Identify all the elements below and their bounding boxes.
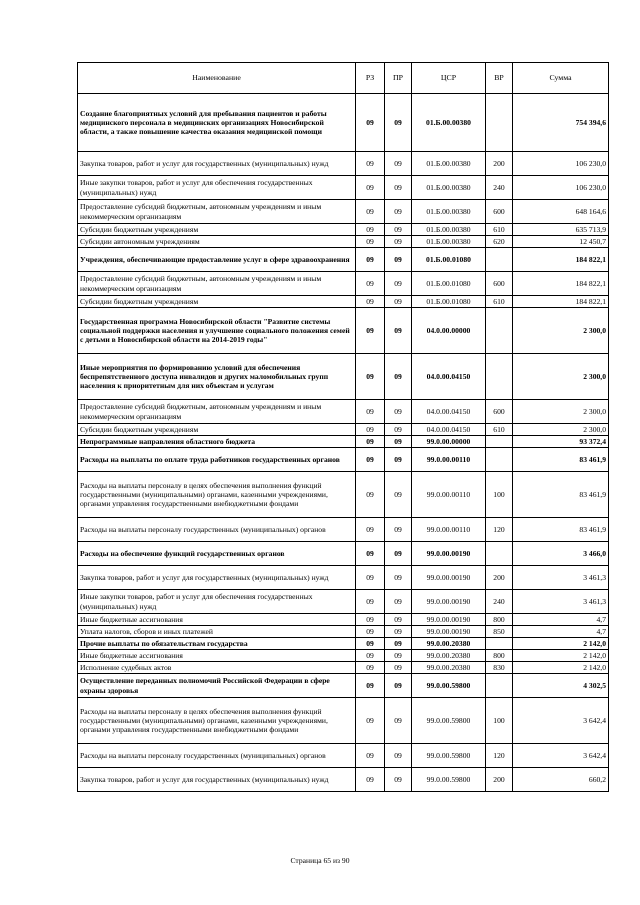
cell-sum: 93 372,4 — [513, 436, 609, 448]
table-row — [78, 200, 609, 224]
cell-sum: 184 822,1 — [513, 248, 609, 272]
cell-sum: 648 164,6 — [513, 200, 609, 224]
table-row — [78, 424, 609, 436]
cell-sum: 4,7 — [513, 626, 609, 638]
cell-csr: 04.0.00.00000 — [412, 308, 486, 354]
table-row — [78, 248, 609, 272]
cell-vr: 610 — [486, 424, 513, 436]
table-header-row — [78, 63, 609, 94]
budget-table — [77, 62, 609, 792]
cell-csr: 01.Б.00.00380 — [412, 200, 486, 224]
cell-csr: 04.0.00.04150 — [412, 400, 486, 424]
cell-name: Государственная программа Новосибирской области "Развитие системы социальной поддержки населения и улучшение социального положения семей с детьми в Новосибирской области на 2014-2019 годы" — [78, 308, 356, 354]
cell-vr: 200 — [486, 768, 513, 792]
cell-vr: 600 — [486, 400, 513, 424]
cell-vr: 100 — [486, 698, 513, 744]
cell-name: Закупка товаров, работ и услуг для государственных (муниципальных) нужд — [78, 152, 356, 176]
cell-csr: 99.0.00.59800 — [412, 744, 486, 768]
cell-pr: 09 — [385, 638, 412, 650]
header-sum: Сумма — [513, 63, 609, 94]
cell-rz: 09 — [356, 152, 385, 176]
page-number: Страница 65 из 90 — [290, 856, 350, 865]
table-row — [78, 152, 609, 176]
cell-pr: 09 — [385, 650, 412, 662]
cell-pr: 09 — [385, 152, 412, 176]
table-row — [78, 176, 609, 200]
cell-csr: 99.0.00.00190 — [412, 626, 486, 638]
table-row — [78, 308, 609, 354]
cell-sum: 2 142,0 — [513, 638, 609, 650]
header-name: Наименование — [78, 63, 356, 94]
cell-name: Прочие выплаты по обязательствам государства — [78, 638, 356, 650]
cell-rz: 09 — [356, 638, 385, 650]
cell-pr: 09 — [385, 542, 412, 566]
cell-sum: 184 822,1 — [513, 272, 609, 296]
cell-sum: 106 230,0 — [513, 152, 609, 176]
cell-pr: 09 — [385, 236, 412, 248]
cell-csr: 99.0.00.00190 — [412, 614, 486, 626]
cell-csr: 99.0.00.59800 — [412, 698, 486, 744]
cell-rz: 09 — [356, 650, 385, 662]
cell-sum: 3 642,4 — [513, 744, 609, 768]
cell-rz: 09 — [356, 542, 385, 566]
cell-vr: 800 — [486, 650, 513, 662]
cell-name: Расходы на выплаты персоналу государственных (муниципальных) органов — [78, 518, 356, 542]
cell-csr: 01.Б.00.00380 — [412, 236, 486, 248]
cell-sum: 184 822,1 — [513, 296, 609, 308]
table-row — [78, 566, 609, 590]
cell-rz: 09 — [356, 248, 385, 272]
cell-rz: 09 — [356, 400, 385, 424]
table-row — [78, 436, 609, 448]
table-row — [78, 224, 609, 236]
cell-sum: 3 461,3 — [513, 590, 609, 614]
table-row — [78, 768, 609, 792]
cell-name: Иные закупки товаров, работ и услуг для обеспечения государственных (муниципальных) нужд — [78, 176, 356, 200]
cell-vr — [486, 638, 513, 650]
table-row — [78, 674, 609, 698]
cell-name: Расходы на выплаты по оплате труда работников государственных органов — [78, 448, 356, 472]
cell-pr: 09 — [385, 768, 412, 792]
table-row — [78, 518, 609, 542]
table-row — [78, 354, 609, 400]
cell-pr: 09 — [385, 662, 412, 674]
header-pr: ПР — [385, 63, 412, 94]
cell-rz: 09 — [356, 236, 385, 248]
cell-csr: 99.0.00.20380 — [412, 638, 486, 650]
cell-vr: 240 — [486, 176, 513, 200]
cell-vr — [486, 248, 513, 272]
cell-rz: 09 — [356, 176, 385, 200]
table-row — [78, 698, 609, 744]
cell-name: Осуществление переданных полномочий Российской Федерации в сфере охраны здоровья — [78, 674, 356, 698]
cell-name: Учреждения, обеспечивающие предоставление услуг в сфере здравоохранения — [78, 248, 356, 272]
cell-csr: 04.0.00.04150 — [412, 354, 486, 400]
cell-pr: 09 — [385, 566, 412, 590]
cell-csr: 99.0.00.20380 — [412, 650, 486, 662]
cell-pr: 09 — [385, 296, 412, 308]
cell-name: Закупка товаров, работ и услуг для государственных (муниципальных) нужд — [78, 768, 356, 792]
header-csr: ЦСР — [412, 63, 486, 94]
cell-name: Исполнение судебных актов — [78, 662, 356, 674]
table-row — [78, 638, 609, 650]
table-row — [78, 296, 609, 308]
cell-vr: 600 — [486, 272, 513, 296]
cell-rz: 09 — [356, 674, 385, 698]
cell-rz: 09 — [356, 224, 385, 236]
table-row — [78, 236, 609, 248]
cell-rz: 09 — [356, 768, 385, 792]
cell-sum: 106 230,0 — [513, 176, 609, 200]
cell-name: Иные бюджетные ассигнования — [78, 650, 356, 662]
table-row — [78, 614, 609, 626]
cell-rz: 09 — [356, 614, 385, 626]
cell-sum: 2 300,0 — [513, 424, 609, 436]
cell-pr: 09 — [385, 590, 412, 614]
cell-vr — [486, 674, 513, 698]
table-row — [78, 542, 609, 566]
cell-name: Расходы на выплаты персоналу государственных (муниципальных) органов — [78, 744, 356, 768]
table-row — [78, 272, 609, 296]
cell-sum: 3 466,0 — [513, 542, 609, 566]
cell-vr: 120 — [486, 518, 513, 542]
cell-rz: 09 — [356, 566, 385, 590]
cell-sum: 2 300,0 — [513, 400, 609, 424]
cell-csr: 99.0.00.00110 — [412, 472, 486, 518]
cell-pr: 09 — [385, 354, 412, 400]
cell-vr: 610 — [486, 224, 513, 236]
cell-rz: 09 — [356, 94, 385, 152]
cell-pr: 09 — [385, 200, 412, 224]
cell-pr: 09 — [385, 224, 412, 236]
cell-sum: 2 300,0 — [513, 354, 609, 400]
cell-rz: 09 — [356, 662, 385, 674]
cell-csr: 01.Б.00.00380 — [412, 176, 486, 200]
table-row — [78, 626, 609, 638]
cell-pr: 09 — [385, 400, 412, 424]
cell-name: Субсидии бюджетным учреждениям — [78, 224, 356, 236]
cell-pr: 09 — [385, 698, 412, 744]
cell-pr: 09 — [385, 674, 412, 698]
cell-vr — [486, 436, 513, 448]
cell-sum: 754 394,6 — [513, 94, 609, 152]
cell-rz: 09 — [356, 272, 385, 296]
cell-vr: 830 — [486, 662, 513, 674]
cell-csr: 01.Б.00.01080 — [412, 248, 486, 272]
cell-vr — [486, 448, 513, 472]
cell-pr: 09 — [385, 448, 412, 472]
cell-name: Иные бюджетные ассигнования — [78, 614, 356, 626]
budget-table-container — [77, 62, 608, 792]
cell-vr: 100 — [486, 472, 513, 518]
cell-rz: 09 — [356, 472, 385, 518]
cell-csr: 99.0.00.00190 — [412, 566, 486, 590]
cell-csr: 01.Б.00.01080 — [412, 272, 486, 296]
cell-vr: 800 — [486, 614, 513, 626]
cell-sum: 12 450,7 — [513, 236, 609, 248]
cell-csr: 04.0.00.04150 — [412, 424, 486, 436]
cell-csr: 99.0.00.00000 — [412, 436, 486, 448]
cell-sum: 635 713,9 — [513, 224, 609, 236]
cell-pr: 09 — [385, 176, 412, 200]
cell-rz: 09 — [356, 436, 385, 448]
cell-csr: 99.0.00.00190 — [412, 542, 486, 566]
cell-name: Предоставление субсидий бюджетным, автономным учреждениям и иным некоммерческим организациям — [78, 272, 356, 296]
cell-rz: 09 — [356, 200, 385, 224]
cell-pr: 09 — [385, 424, 412, 436]
cell-csr: 01.Б.00.00380 — [412, 94, 486, 152]
cell-vr — [486, 354, 513, 400]
cell-vr: 620 — [486, 236, 513, 248]
cell-csr: 99.0.00.00110 — [412, 518, 486, 542]
table-body — [78, 94, 609, 792]
cell-pr: 09 — [385, 614, 412, 626]
cell-pr: 09 — [385, 94, 412, 152]
cell-rz: 09 — [356, 744, 385, 768]
cell-name: Иные мероприятия по формированию условий для обеспечения беспрепятственного доступа инвалидов и других маломобильных групп населения к приоритетным для них объектам и услугам — [78, 354, 356, 400]
cell-vr: 200 — [486, 566, 513, 590]
cell-sum: 83 461,9 — [513, 472, 609, 518]
cell-name: Расходы на обеспечение функций государственных органов — [78, 542, 356, 566]
cell-vr — [486, 542, 513, 566]
cell-name: Уплата налогов, сборов и иных платежей — [78, 626, 356, 638]
cell-name: Субсидии бюджетным учреждениям — [78, 296, 356, 308]
cell-sum: 660,2 — [513, 768, 609, 792]
cell-vr: 240 — [486, 590, 513, 614]
cell-name: Создание благоприятных условий для пребывания пациентов и работы медицинского персонала в медицинских организациях Новосибирской области, а также повышение качества оказания медицинской помощи — [78, 94, 356, 152]
cell-sum: 4 302,5 — [513, 674, 609, 698]
cell-csr: 99.0.00.00190 — [412, 590, 486, 614]
header-vr: ВР — [486, 63, 513, 94]
cell-rz: 09 — [356, 308, 385, 354]
cell-pr: 09 — [385, 472, 412, 518]
cell-csr: 99.0.00.59800 — [412, 674, 486, 698]
cell-rz: 09 — [356, 698, 385, 744]
cell-vr: 610 — [486, 296, 513, 308]
table-row — [78, 744, 609, 768]
cell-name: Расходы на выплаты персоналу в целях обеспечения выполнения функций государственными (муниципальными) органами, казенными учреждениями, органами управления государственными внебюджетными фондами — [78, 698, 356, 744]
cell-sum: 4,7 — [513, 614, 609, 626]
cell-pr: 09 — [385, 744, 412, 768]
cell-sum: 83 461,9 — [513, 448, 609, 472]
cell-name: Расходы на выплаты персоналу в целях обеспечения выполнения функций государственными (муниципальными) органами, казенными учреждениями, органами управления государственными внебюджетными фондами — [78, 472, 356, 518]
cell-vr: 120 — [486, 744, 513, 768]
cell-name: Закупка товаров, работ и услуг для государственных (муниципальных) нужд — [78, 566, 356, 590]
cell-vr — [486, 94, 513, 152]
cell-csr: 99.0.00.20380 — [412, 662, 486, 674]
cell-csr: 01.Б.00.00380 — [412, 224, 486, 236]
cell-name: Предоставление субсидий бюджетным, автономным учреждениям и иным некоммерческим организациям — [78, 400, 356, 424]
cell-csr: 01.Б.00.01080 — [412, 296, 486, 308]
table-row — [78, 472, 609, 518]
cell-rz: 09 — [356, 424, 385, 436]
cell-csr: 01.Б.00.00380 — [412, 152, 486, 176]
cell-sum: 3 642,4 — [513, 698, 609, 744]
cell-rz: 09 — [356, 590, 385, 614]
cell-name: Субсидии автономным учреждениям — [78, 236, 356, 248]
cell-rz: 09 — [356, 448, 385, 472]
cell-rz: 09 — [356, 296, 385, 308]
cell-csr: 99.0.00.59800 — [412, 768, 486, 792]
cell-sum: 2 300,0 — [513, 308, 609, 354]
cell-name: Субсидии бюджетным учреждениям — [78, 424, 356, 436]
cell-rz: 09 — [356, 518, 385, 542]
cell-pr: 09 — [385, 518, 412, 542]
table-row — [78, 94, 609, 152]
cell-pr: 09 — [385, 272, 412, 296]
table-row — [78, 400, 609, 424]
cell-csr: 99.0.00.00110 — [412, 448, 486, 472]
cell-pr: 09 — [385, 308, 412, 354]
cell-vr: 850 — [486, 626, 513, 638]
table-row — [78, 650, 609, 662]
table-row — [78, 662, 609, 674]
cell-sum: 3 461,3 — [513, 566, 609, 590]
cell-rz: 09 — [356, 354, 385, 400]
header-rz: РЗ — [356, 63, 385, 94]
cell-sum: 2 142,0 — [513, 650, 609, 662]
cell-name: Иные закупки товаров, работ и услуг для обеспечения государственных (муниципальных) нужд — [78, 590, 356, 614]
cell-name: Предоставление субсидий бюджетным, автономным учреждениям и иным некоммерческим организациям — [78, 200, 356, 224]
cell-pr: 09 — [385, 248, 412, 272]
cell-sum: 83 461,9 — [513, 518, 609, 542]
cell-pr: 09 — [385, 436, 412, 448]
cell-rz: 09 — [356, 626, 385, 638]
table-row — [78, 448, 609, 472]
cell-vr — [486, 308, 513, 354]
cell-pr: 09 — [385, 626, 412, 638]
cell-name: Непрограммные направления областного бюджета — [78, 436, 356, 448]
cell-vr: 200 — [486, 152, 513, 176]
cell-vr: 600 — [486, 200, 513, 224]
table-row — [78, 590, 609, 614]
cell-sum: 2 142,0 — [513, 662, 609, 674]
